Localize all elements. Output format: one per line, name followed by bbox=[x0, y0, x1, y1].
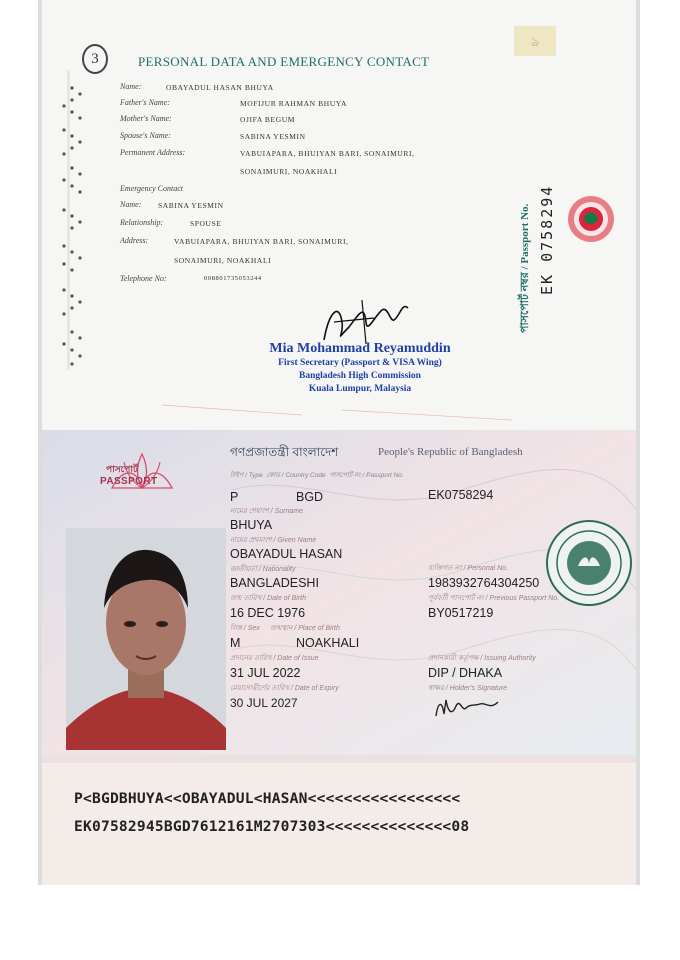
country-name-bn: গণপ্রজাতন্ত্রী বাংলাদেশ bbox=[230, 445, 339, 459]
sex-label: লিঙ্গ / Sex bbox=[230, 625, 260, 632]
bangladesh-seal-icon bbox=[566, 194, 616, 244]
dob-value: 16 DEC 1976 bbox=[230, 606, 306, 620]
vertical-passport-number bbox=[512, 145, 572, 335]
field-value-address: VABUIAPARA, BHUIYAN BARI, SONAIMURI, bbox=[240, 149, 415, 158]
country-code: BGD bbox=[296, 490, 324, 504]
expiry-date-value: 30 JUL 2027 bbox=[230, 696, 298, 710]
holder-signature-icon bbox=[432, 692, 512, 722]
field-value-mother: OJIFA BEGUM bbox=[240, 115, 296, 124]
surname-value: BHUYA bbox=[230, 518, 273, 532]
place-of-birth-value: NOAKHALI bbox=[296, 636, 360, 650]
personal-no-value: 1983932764304250 bbox=[428, 576, 540, 590]
field-label-mother: Mother's Name: bbox=[120, 114, 172, 123]
emergency-label-name: Name: bbox=[120, 200, 142, 209]
section-title: PERSONAL DATA AND EMERGENCY CONTACT bbox=[138, 54, 430, 69]
place-of-birth-label: জন্মস্থান / Place of Birth bbox=[270, 625, 340, 632]
dob-label: জন্ম তারিখ / Date of Birth bbox=[230, 595, 306, 602]
page-number: 3 bbox=[82, 44, 108, 74]
perforation-dots bbox=[62, 86, 81, 365]
signer-office: Bangladesh High Commission bbox=[299, 371, 421, 381]
emergency-label-relationship: Relationship: bbox=[120, 218, 164, 227]
emergency-value-name: SABINA YESMIN bbox=[158, 201, 224, 210]
nationality-value: BANGLADESHI bbox=[230, 576, 319, 590]
country-name-en: People's Republic of Bangladesh bbox=[378, 446, 523, 458]
emergency-value-relationship: SPOUSE bbox=[190, 219, 222, 228]
signature-block bbox=[230, 340, 490, 396]
expiry-date-label: মেয়াদোত্তীর্ণের তারিখ / Date of Expiry bbox=[230, 685, 339, 692]
issuing-authority-value: DIP / DHAKA bbox=[428, 666, 503, 680]
given-name-value: OBAYADUL HASAN bbox=[230, 547, 343, 561]
previous-passport-value: BY0517219 bbox=[428, 606, 494, 620]
field-value-spouse: SABINA YESMIN bbox=[240, 132, 306, 141]
given-name-label: নামের প্রথমাংশ / Given Name bbox=[230, 537, 317, 544]
passport-number: EK0758294 bbox=[428, 488, 494, 502]
emergency-value-address-2: SONAIMURI, NOAKHALI bbox=[174, 256, 272, 265]
mrz-line-2: EK07582945BGD7612161M2707303<<<<<<<<<<<<<<08 bbox=[74, 818, 470, 835]
emergency-label-telephone: Telephone No: bbox=[120, 274, 167, 283]
field-value-address-2: SONAIMURI, NOAKHALI bbox=[240, 167, 338, 176]
machine-readable-zone bbox=[74, 785, 469, 841]
field-label-father: Father's Name: bbox=[120, 98, 170, 107]
emergency-title: Emergency Contact bbox=[120, 184, 184, 193]
nationality-label: জাতীয়তা / Nationality bbox=[230, 566, 296, 573]
issue-date-value: 31 JUL 2022 bbox=[230, 666, 301, 680]
holder-photo bbox=[66, 528, 226, 750]
signer-name: Mia Mohammad Reyamuddin bbox=[269, 341, 451, 356]
field-label-spouse: Spouse's Name: bbox=[120, 131, 171, 140]
field-value-father: MOFIJUR RAHMAN BHUYA bbox=[240, 99, 348, 108]
signer-location: Kuala Lumpur, Malaysia bbox=[308, 384, 412, 394]
header-field-labels: টাইপ / Type কোড / Country Code পাসপোর্ট নং / Passport No. bbox=[230, 472, 404, 479]
holder-signature-label: স্বাক্ষর / Holder's Signature bbox=[428, 685, 508, 692]
emergency-label-address: Address: bbox=[120, 236, 149, 245]
embossed-seal-icon bbox=[544, 518, 634, 608]
passport-type: P bbox=[230, 490, 239, 504]
field-value-name: OBAYADUL HASAN BHUYA bbox=[166, 83, 274, 92]
surname-label: নামের শেষাংশ / Surname bbox=[230, 508, 303, 515]
personal-no-label: ব্যক্তিগত নং / Personal No. bbox=[428, 565, 509, 572]
sex-value: M bbox=[230, 636, 241, 650]
emergency-value-address: VABUIAPARA, BHUIYAN BARI, SONAIMURI, bbox=[174, 237, 349, 246]
personal-data-page bbox=[42, 0, 636, 430]
signer-title: First Secretary (Passport & VISA Wing) bbox=[278, 358, 442, 368]
page-tab: ঌ bbox=[514, 26, 556, 56]
issue-date-label: প্রদানের তারিখ / Date of Issue bbox=[230, 655, 319, 662]
field-label-name: Name: bbox=[120, 82, 142, 91]
issuing-authority-label: প্রদানকারী কর্তৃপক্ষ / Issuing Authority bbox=[428, 655, 536, 662]
mrz-line-1: P<BGDBHUYA<<OBAYADUL<HASAN<<<<<<<<<<<<<<<<< bbox=[74, 790, 461, 807]
passport-no-value: EK 0758294 bbox=[538, 184, 556, 295]
passport-title-en: PASSPORT bbox=[100, 476, 158, 487]
previous-passport-label: পূর্ববর্তী পাসপোর্ট নং / Previous Passport No. bbox=[428, 595, 560, 602]
field-label-address: Permanent Address: bbox=[120, 148, 186, 157]
emergency-value-telephone: 008801735053244 bbox=[204, 275, 262, 282]
passport-title-bn: পাসপোর্ট bbox=[106, 464, 138, 474]
passport-no-label: পাসপোর্ট নম্বর / Passport No. bbox=[519, 203, 531, 333]
